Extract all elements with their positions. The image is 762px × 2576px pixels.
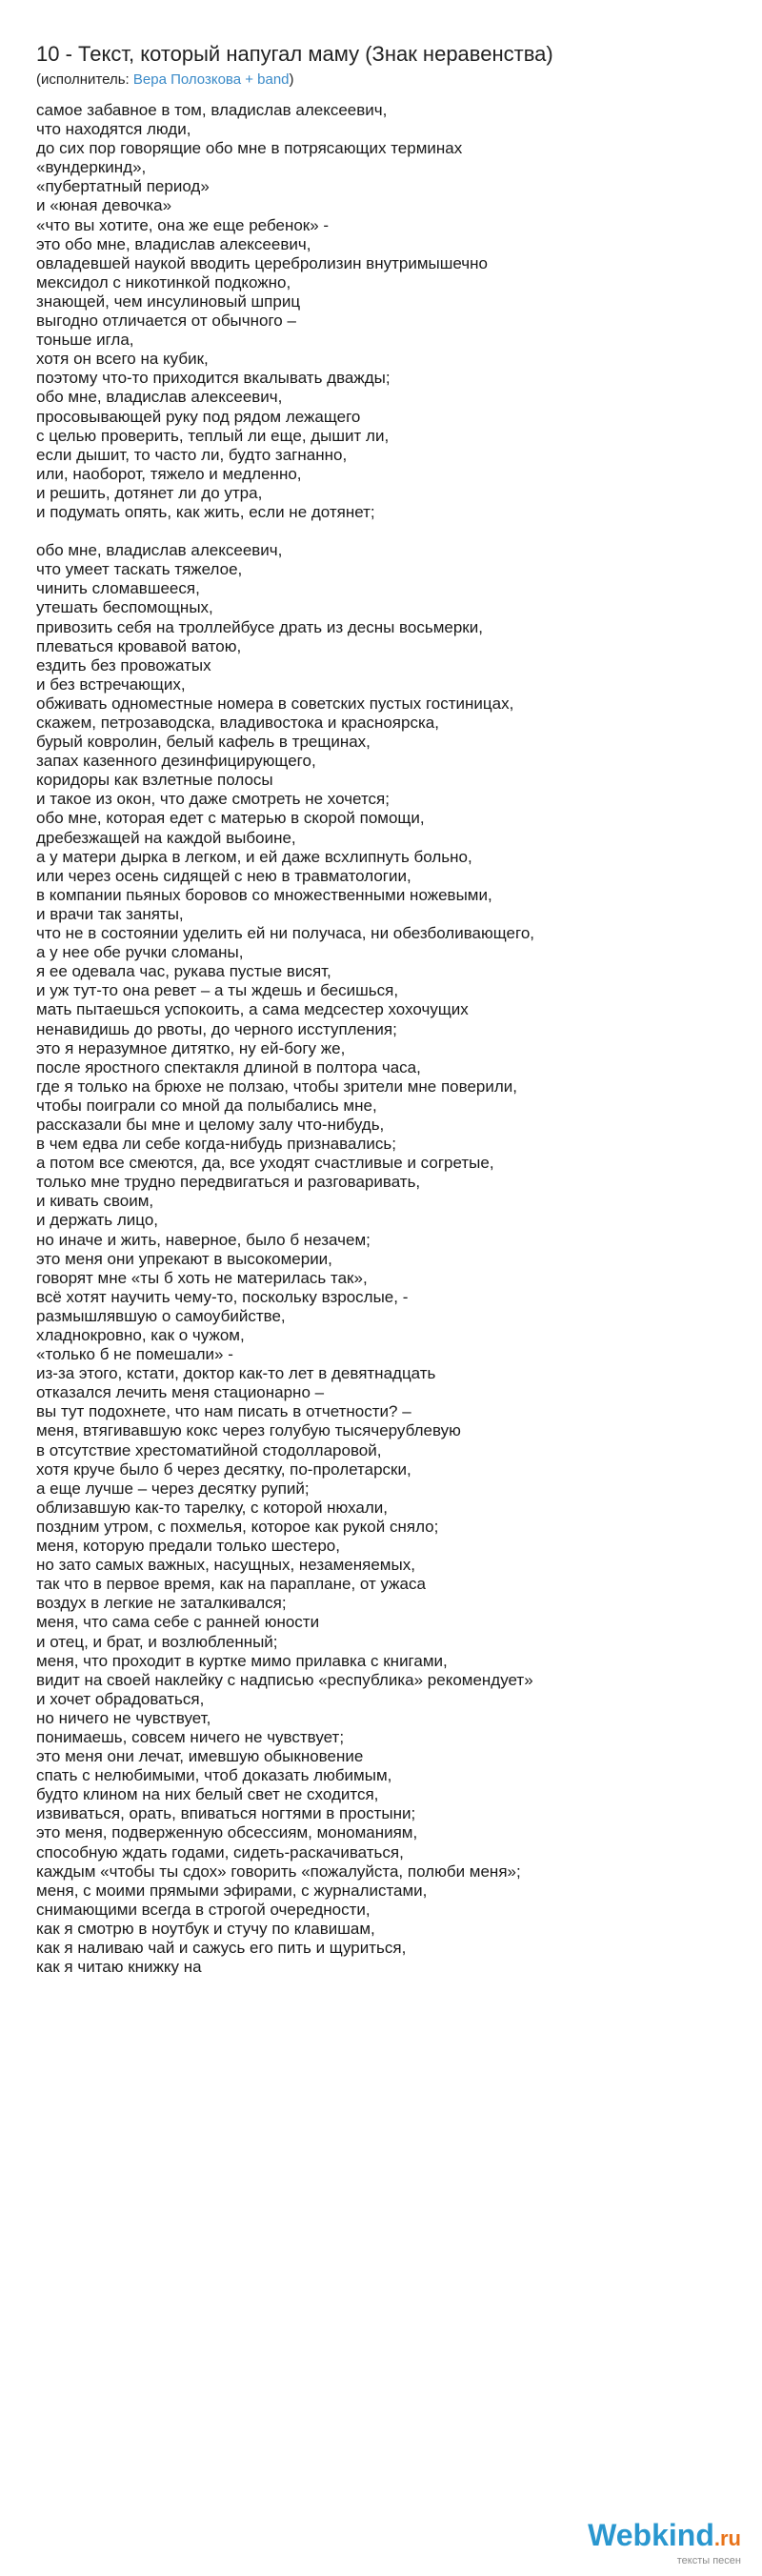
lyric-line: это меня они упрекают в высокомерии, xyxy=(36,1249,332,1268)
lyric-line: тоньше игла, xyxy=(36,331,134,350)
lyric-line: всё хотят научить чему-то, поскольку взрослые, - xyxy=(36,1287,409,1306)
lyric-line: меня, с моими прямыми эфирами, с журналистами, xyxy=(36,1881,428,1900)
lyric-line: как я наливаю чай и сажусь его пить и щуриться, xyxy=(36,1939,407,1957)
lyric-line: а у матери дырка в легком, и ей даже всхлипнуть больно, xyxy=(36,847,472,866)
lyric-line: знающей, чем инсулиновый шприц xyxy=(36,292,301,311)
lyric-line: хладнокровно, как о чужом, xyxy=(36,1326,245,1344)
lyric-line: в компании пьяных боровов со множественными ножевыми, xyxy=(36,885,492,904)
lyric-line: плеваться кровавой ватою, xyxy=(36,636,242,655)
lyric-line: и держать лицо, xyxy=(36,1211,159,1230)
lyric-line: понимаешь, совсем ничего не чувствует; xyxy=(36,1727,345,1746)
lyric-line: но иначе и жить, наверное, было б незачем; xyxy=(36,1230,371,1249)
lyric-line: и такое из окон, что даже смотреть не хочется; xyxy=(36,790,390,809)
lyric-line: или, наоборот, тяжело и медленно, xyxy=(36,464,302,483)
lyric-line: воздух в легкие не заталкивался; xyxy=(36,1594,287,1613)
lyric-line: дребезжащей на каждой выбоине, xyxy=(36,828,296,847)
lyric-line: после яростного спектакля длиной в полтора часа, xyxy=(36,1057,421,1077)
lyric-line: как я смотрю в ноутбук и стучу по клавишам, xyxy=(36,1919,375,1938)
lyric-line: что находятся люди, xyxy=(36,120,191,139)
lyric-line: и врачи так заняты, xyxy=(36,904,184,923)
lyric-line: выгодно отличается от обычного – xyxy=(36,312,296,331)
content xyxy=(36,42,741,1977)
lyric-line: поэтому что-то приходится вкалывать дважды; xyxy=(36,369,391,388)
lyric-line: это меня они лечат, имевшую обыкновение xyxy=(36,1747,364,1766)
lyric-line: самое забавное в том, владислав алексеевич, xyxy=(36,101,388,119)
lyric-line: чтобы поиграли со мной да полыбались мне, xyxy=(36,1096,377,1115)
lyric-line: из-за этого, кстати, доктор как-то лет в девятнадцать xyxy=(36,1364,436,1383)
logo-tld: .ru xyxy=(713,2526,741,2550)
lyric-line: привозить себя на троллейбусе драть из десны восьмерки, xyxy=(36,617,483,636)
lyric-line: в чем едва ли себе когда-нибудь признавались; xyxy=(36,1135,396,1154)
lyric-line: и отец, и брат, и возлюбленный; xyxy=(36,1632,278,1651)
lyric-line: спать с нелюбимыми, чтоб доказать любимым, xyxy=(36,1766,392,1785)
lyric-line: размышлявшую о самоубийстве, xyxy=(36,1306,286,1325)
lyric-line: видит на своей наклейку с надписью «республика» рекомендует» xyxy=(36,1670,533,1689)
lyric-line: способную ждать годами, сидеть-раскачиваться, xyxy=(36,1842,404,1862)
lyric-line: обо мне, владислав алексеевич, xyxy=(36,541,283,560)
lyric-line: каждым «чтобы ты сдох» говорить «пожалуйста, полюби меня»; xyxy=(36,1862,521,1881)
byline xyxy=(36,70,741,90)
byline-suffix: ) xyxy=(289,71,294,88)
lyric-line: будто клином на них белый свет не сходится, xyxy=(36,1785,379,1804)
lyric-line: в отсутствие хрестоматийной стодолларовой, xyxy=(36,1440,382,1459)
lyric-line: меня, что сама себе с ранней юности xyxy=(36,1613,320,1632)
lyric-line: или через осень сидящей с нею в травматологии, xyxy=(36,866,411,885)
lyric-line: но ничего не чувствует, xyxy=(36,1708,211,1727)
byline-prefix: (исполнитель: xyxy=(36,71,133,88)
logo-tagline: тексты песен xyxy=(676,2555,741,2566)
lyric-line: запах казенного дезинфицирующего, xyxy=(36,752,316,771)
lyric-line: с целью проверить, теплый ли еще, дышит ли, xyxy=(36,426,390,445)
lyric-line: обо мне, владислав алексеевич, xyxy=(36,388,283,407)
lyric-line: вы тут подохнете, что нам писать в отчетности? – xyxy=(36,1402,411,1421)
lyric-line: я ее одевала час, рукава пустые висят, xyxy=(36,962,331,981)
lyric-line: овладевшей наукой вводить церебролизин внутримышечно xyxy=(36,253,488,272)
artist-link[interactable]: Вера Полозкова + band xyxy=(132,71,290,88)
lyric-line: только мне трудно передвигаться и разговаривать, xyxy=(36,1173,421,1192)
lyric-line: снимающими всегда в строгой очередности, xyxy=(36,1900,371,1919)
lyric-line: коридоры как взлетные полосы xyxy=(36,771,273,790)
lyric-line: «только б не помешали» - xyxy=(36,1345,233,1364)
lyric-line: меня, втягивавшую кокс через голубую тысячерублевую xyxy=(36,1421,461,1440)
lyric-line: и хочет обрадоваться, xyxy=(36,1689,205,1708)
lyric-line: это я неразумное дитятко, ну ей-богу же, xyxy=(36,1038,346,1057)
lyric-line: и подумать опять, как жить, если не дотянет; xyxy=(36,502,375,521)
lyric-line: утешать беспомощных, xyxy=(36,598,213,617)
lyric-line: «пубертатный период» xyxy=(36,177,210,196)
lyric-line: что не в состоянии уделить ей ни получаса, ни обезболивающего, xyxy=(36,924,535,943)
lyric-line: если дышит, то часто ли, будто загнанно, xyxy=(36,445,348,464)
lyric-line: бурый ковролин, белый кафель в трещинах, xyxy=(36,733,371,752)
lyric-line: но зато самых важных, насущных, незаменяемых, xyxy=(36,1556,415,1575)
lyric-line: обживать одноместные номера в советских пустых гостиницах, xyxy=(36,694,514,713)
site-logo[interactable] xyxy=(588,2520,741,2566)
lyric-line: что умеет таскать тяжелое, xyxy=(36,560,243,579)
lyric-line: меня, которую предали только шестеро, xyxy=(36,1537,340,1556)
logo-name: Webkind xyxy=(588,2518,714,2552)
lyric-line: ездить без провожатых xyxy=(36,655,211,674)
lyric-line: извиваться, орать, впиваться ногтями в простыни; xyxy=(36,1804,416,1823)
lyric-line: меня, что проходит в куртке мимо прилавка с книгами, xyxy=(36,1651,448,1670)
lyric-line: это меня, подверженную обсессиям, мономаниям, xyxy=(36,1823,418,1842)
lyric-line: обо мне, которая едет с матерью в скорой помощи, xyxy=(36,809,425,828)
lyric-line: облизавшую как-то тарелку, с которой нюхали, xyxy=(36,1498,389,1517)
lyric-line: говорят мне «ты б хоть не материлась так», xyxy=(36,1268,368,1287)
lyric-line: отказался лечить меня стационарно – xyxy=(36,1383,325,1402)
lyric-line: чинить сломавшееся, xyxy=(36,579,200,598)
lyric-line: мексидол с никотинкой подкожно, xyxy=(36,272,291,292)
lyric-line: «что вы хотите, она же еще ребенок» - xyxy=(36,215,330,234)
lyric-line: рассказали бы мне и целому залу что-нибудь, xyxy=(36,1115,385,1134)
lyric-line: хотя круче было б через десятку, по-пролетарски, xyxy=(36,1459,411,1479)
lyric-line: а у нее обе ручки сломаны, xyxy=(36,943,244,962)
lyric-line: и без встречающих, xyxy=(36,674,186,694)
lyrics-body xyxy=(36,101,741,1977)
lyric-line: до сих пор говорящие обо мне в потрясающих терминах xyxy=(36,139,463,158)
lyric-line: просовывающей руку под рядом лежащего xyxy=(36,407,361,426)
page-title: 10 - Текст, который напугал маму (Знак неравенства) xyxy=(36,42,553,66)
lyric-line: и кивать своим, xyxy=(36,1192,154,1211)
lyric-line: скажем, петрозаводска, владивостока и красноярска, xyxy=(36,714,439,732)
lyric-line: так что в первое время, как на параплане, от ужаса xyxy=(36,1575,426,1594)
lyric-line: как я читаю книжку на xyxy=(36,1958,202,1977)
stanza-break xyxy=(36,522,741,541)
lyric-line: это обо мне, владислав алексеевич, xyxy=(36,234,311,253)
lyric-line: поздним утром, с похмелья, которое как рукой сняло; xyxy=(36,1517,439,1536)
lyric-line: «вундеркинд», xyxy=(36,158,147,177)
lyric-line: где я только на брюхе не ползаю, чтобы зрители мне поверили, xyxy=(36,1077,517,1096)
lyric-line: хотя он всего на кубик, xyxy=(36,350,209,369)
lyric-line: ненавидишь до рвоты, до черного исступления; xyxy=(36,1019,397,1038)
lyric-line: а еще лучше – через десятку рупий; xyxy=(36,1479,310,1498)
lyric-line: и решить, дотянет ли до утра, xyxy=(36,483,263,502)
lyric-line: а потом все смеются, да, все уходят счастливые и согретые, xyxy=(36,1154,494,1173)
lyric-line: мать пытаешься успокоить, а сама медсестер хохочущих xyxy=(36,1000,469,1019)
lyric-line: и уж тут-то она ревет – а ты ждешь и бесишься, xyxy=(36,981,399,1000)
lyric-line: и «юная девочка» xyxy=(36,196,172,215)
